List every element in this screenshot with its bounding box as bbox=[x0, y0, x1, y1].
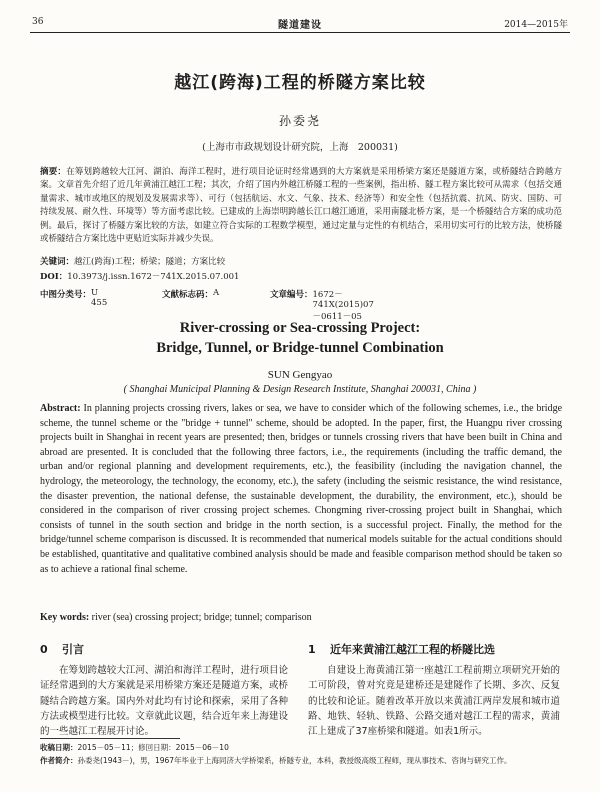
chinese-affiliation: (上海市市政规划设计研究院，上海 200031) bbox=[202, 142, 398, 153]
chinese-keywords-label: 关键词： bbox=[40, 257, 75, 267]
english-affiliation: ( Shanghai Municipal Planning & Design Research Institute, Shanghai 200031, China ) bbox=[123, 384, 477, 395]
english-author: SUN Gengyao bbox=[267, 369, 333, 381]
doi-text: 10.3973/j.issn.1672－741X.2015.07.001 bbox=[67, 272, 240, 282]
received-label: 收稿日期： bbox=[40, 743, 78, 752]
english-keywords bbox=[40, 612, 562, 623]
footnote-divider bbox=[40, 738, 180, 739]
english-keywords-text: river (sea) crossing project; bridge; tunnel; comparison bbox=[91, 612, 312, 623]
article-no-text: 1672－741X(2015)07－0611－05 bbox=[312, 290, 374, 322]
english-keywords-label: Key words: bbox=[40, 612, 90, 623]
classification-row bbox=[40, 288, 562, 322]
article-no-label: 文章编号： bbox=[270, 290, 313, 300]
class-label: 中图分类号： bbox=[40, 290, 92, 300]
received-text: 2015－05－11；修回日期：2015－06－10 bbox=[77, 743, 229, 752]
section-heading-intro bbox=[40, 642, 288, 657]
journal-name: 隧道建设 bbox=[278, 20, 322, 31]
doc-code-text: A bbox=[213, 288, 220, 298]
doc-code-label: 文献标志码： bbox=[162, 290, 214, 300]
english-title bbox=[0, 318, 600, 358]
author-bio-label: 作者简介： bbox=[40, 756, 78, 765]
section-heading-huangpu bbox=[308, 642, 560, 657]
received-note bbox=[40, 742, 562, 753]
section-number: 0 bbox=[40, 643, 48, 656]
chinese-author: 孙委尧 bbox=[278, 114, 321, 128]
author-bio-text: 孙委尧(1943－)，男，1967年毕业于上海同济大学桥梁系，桥隧专业，本科，教授级高级工程师，现从事技术、咨询与研究工作。 bbox=[77, 756, 512, 765]
author-note bbox=[40, 755, 562, 766]
section-title: 引言 bbox=[62, 643, 84, 656]
section-paragraph: 在筹划跨越较大江河、湖泊和海洋工程时，进行项目论证经常遇到的大方案就是采用桥梁方案还是隧道方案，或桥隧结合跨越方案。国内外对此均有讨论和探索，采用了各种方法或模型进行比较。文章就此议题，结合近年来上海建设的一些越江工程展开讨论。 bbox=[40, 665, 288, 738]
section-number: 1 bbox=[308, 643, 316, 656]
chinese-abstract-label: 摘要： bbox=[40, 167, 67, 177]
section-introduction bbox=[40, 642, 288, 739]
doi-label: DOI： bbox=[40, 272, 68, 282]
running-header bbox=[30, 14, 570, 33]
volume-year: 2014—2015年 bbox=[504, 20, 568, 30]
doi-line bbox=[40, 270, 562, 282]
english-title-line2: Bridge, Tunnel, or Bridge-tunnel Combination bbox=[156, 340, 444, 356]
chinese-keywords bbox=[40, 255, 562, 267]
chinese-abstract bbox=[40, 166, 562, 246]
chinese-title: 越江(跨海)工程的桥隧方案比较 bbox=[174, 73, 426, 93]
class-text: U 455 bbox=[91, 288, 108, 308]
page-number: 36 bbox=[32, 17, 44, 27]
chinese-abstract-text: 在筹划跨越较大江河、湖泊、海洋工程时，进行项目论证时经常遇到的大方案就是采用桥梁方案还是隧道方案，或桥隧结合跨越方案。文章首先介绍了近几年黄浦江越江工程；其次，介绍了国内外越江桥隧工程的一些案例，指出桥、隧工程方案比较可从需求（包括交通量需求、城市或地区的规划及发展需求等）、可行（包括航运、水文、气象、技术、经济等）和安全性（包括抗震、抗风、防灾、国防、可持续发展、耐久性、环境等）等方面考虑比较。已建成的上海崇明跨越长江口越江通道，采用南隧北桥方案，是一个桥隧结合方案的成功范例。最后，探讨了桥隧方案比较的方法，如建立符合实际的工程数学模型，通过定量与定性的有机结合，采用切实可行的比较方法，使桥隧或桥隧结合方案比选中更贴近实际并减少失误。 bbox=[40, 167, 562, 245]
chinese-keywords-text: 越江(跨海)工程；桥梁；隧道；方案比较 bbox=[74, 257, 226, 267]
section-paragraph: 自建设上海黄浦江第一座越江工程前期立项研究开始的工可阶段，曾对究竟是建桥还是建隧作了长期、多次、反复的比较和论证。随着改革开放以来黄浦江两岸发展和城市道路、地铁、轻轨、铁路、公路交通对越江工程的需求，黄浦江上建成了37座桥梁和隧道。如表1所示。 bbox=[308, 665, 560, 738]
english-abstract bbox=[40, 402, 562, 577]
english-title-line1: River-crossing or Sea-crossing Project: bbox=[179, 320, 421, 336]
section-huangpu bbox=[308, 642, 560, 739]
english-abstract-label: Abstract: bbox=[40, 403, 81, 414]
section-title: 近年来黄浦江越江工程的桥隧比选 bbox=[330, 643, 495, 656]
english-abstract-text: In planning projects crossing rivers, lakes or sea, we have to consider which of the following schemes, i.e., the bridge scheme, the tunnel scheme or the "bridge + tunnel" scheme, should be adopted. In the paper, first, the Huangpu river crossing projects built in Shanghai in recent years are presented; then, bridges or tunnels crossing rivers that have been built in China and abroad are presented. It is concluded that the following three factors, i.e., the requirements (including the traffic demand, the urban and/or regional planning and development requirements, etc.), the feasibility (including the navigation channel, the hydrology, the meteorology, the technology, the economy, etc.), the safety (including the seismic resistance, the wind resistance, the disaster prevention, the national defense, the sustainable development, the durability, the environment, etc.), should be considered in the comparison of river crossing project schemes. Chongming river-crossing project built in Shanghai, which consists of tunnel in the south section and bridge in the north section, is a successful project. Finally, the method for the bridge/tunnel scheme comparison is discussed. It is recommended that numerical models suitable for the actual conditions should be established, quantitative and qualitative combined analysis should be made and feasible comparison method should be taken so as to achieve a rational final scheme. bbox=[40, 403, 563, 575]
